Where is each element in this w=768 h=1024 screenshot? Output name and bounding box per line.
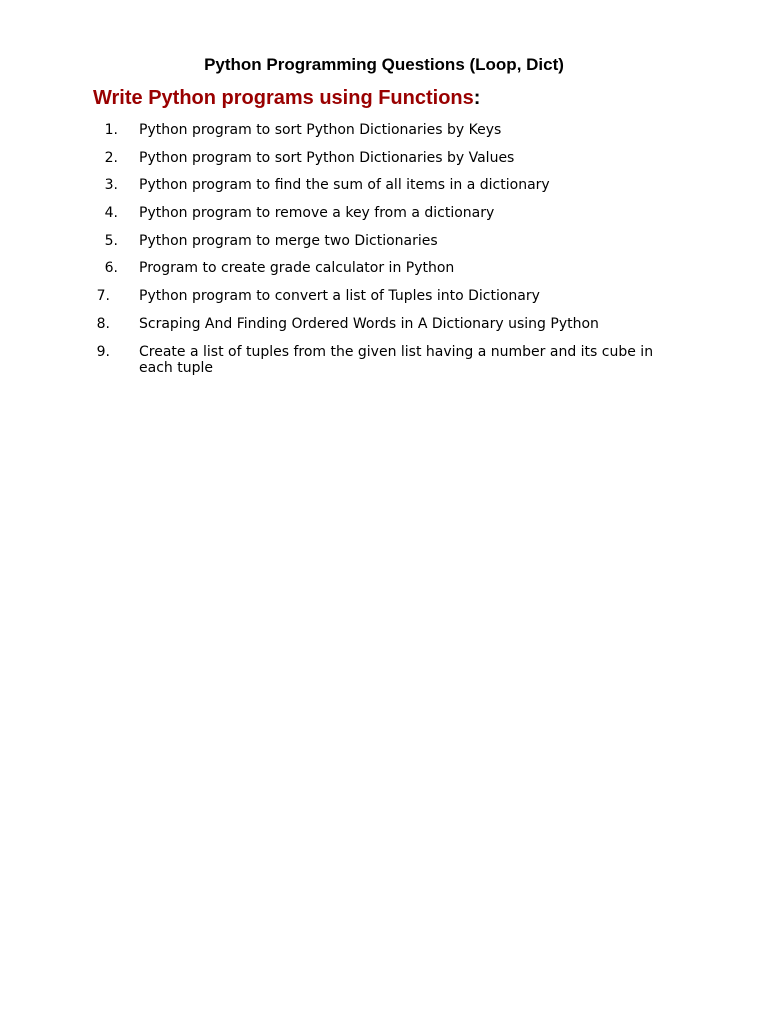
section-heading-text: Write Python programs using Functions: [93, 87, 474, 109]
question-text: Python program to find the sum of all items in a dictionary: [139, 177, 550, 194]
list-item: [0, 258, 768, 276]
question-number: 1.: [104, 122, 118, 138]
list-item: [0, 314, 768, 332]
list-item: [0, 148, 768, 166]
question-text: Python program to convert a list of Tuples into Dictionary: [139, 288, 540, 305]
question-text: Python program to remove a key from a dictionary: [139, 205, 495, 222]
question-text: Program to create grade calculator in Python: [139, 260, 455, 277]
question-text: Python program to sort Python Dictionaries by Values: [139, 149, 515, 166]
question-number: 9.: [96, 343, 110, 360]
question-list: [0, 120, 768, 385]
document-title: Python Programming Questions (Loop, Dict): [204, 55, 564, 74]
section-heading-colon: :: [473, 87, 481, 109]
list-item: [0, 203, 768, 221]
question-number: 6.: [104, 260, 118, 277]
question-number: 5.: [104, 232, 118, 249]
list-item: [0, 231, 768, 249]
list-item: [0, 286, 768, 304]
question-text: Create a list of tuples from the given list having a number and its cube in each tuple: [139, 343, 654, 376]
question-text: Python program to sort Python Dictionaries by Keys: [139, 122, 502, 138]
list-item: [0, 342, 768, 376]
question-number: 3.: [104, 177, 118, 194]
list-item: [0, 175, 768, 193]
question-text: Python program to merge two Dictionaries: [139, 232, 438, 249]
question-number: 8.: [96, 315, 110, 332]
question-number: 7.: [96, 288, 110, 305]
section-heading: [93, 85, 480, 111]
question-number: 2.: [104, 149, 118, 166]
question-number: 4.: [104, 205, 118, 222]
list-item: [0, 120, 768, 138]
question-text: Scraping And Finding Ordered Words in A Dictionary using Python: [139, 315, 599, 332]
